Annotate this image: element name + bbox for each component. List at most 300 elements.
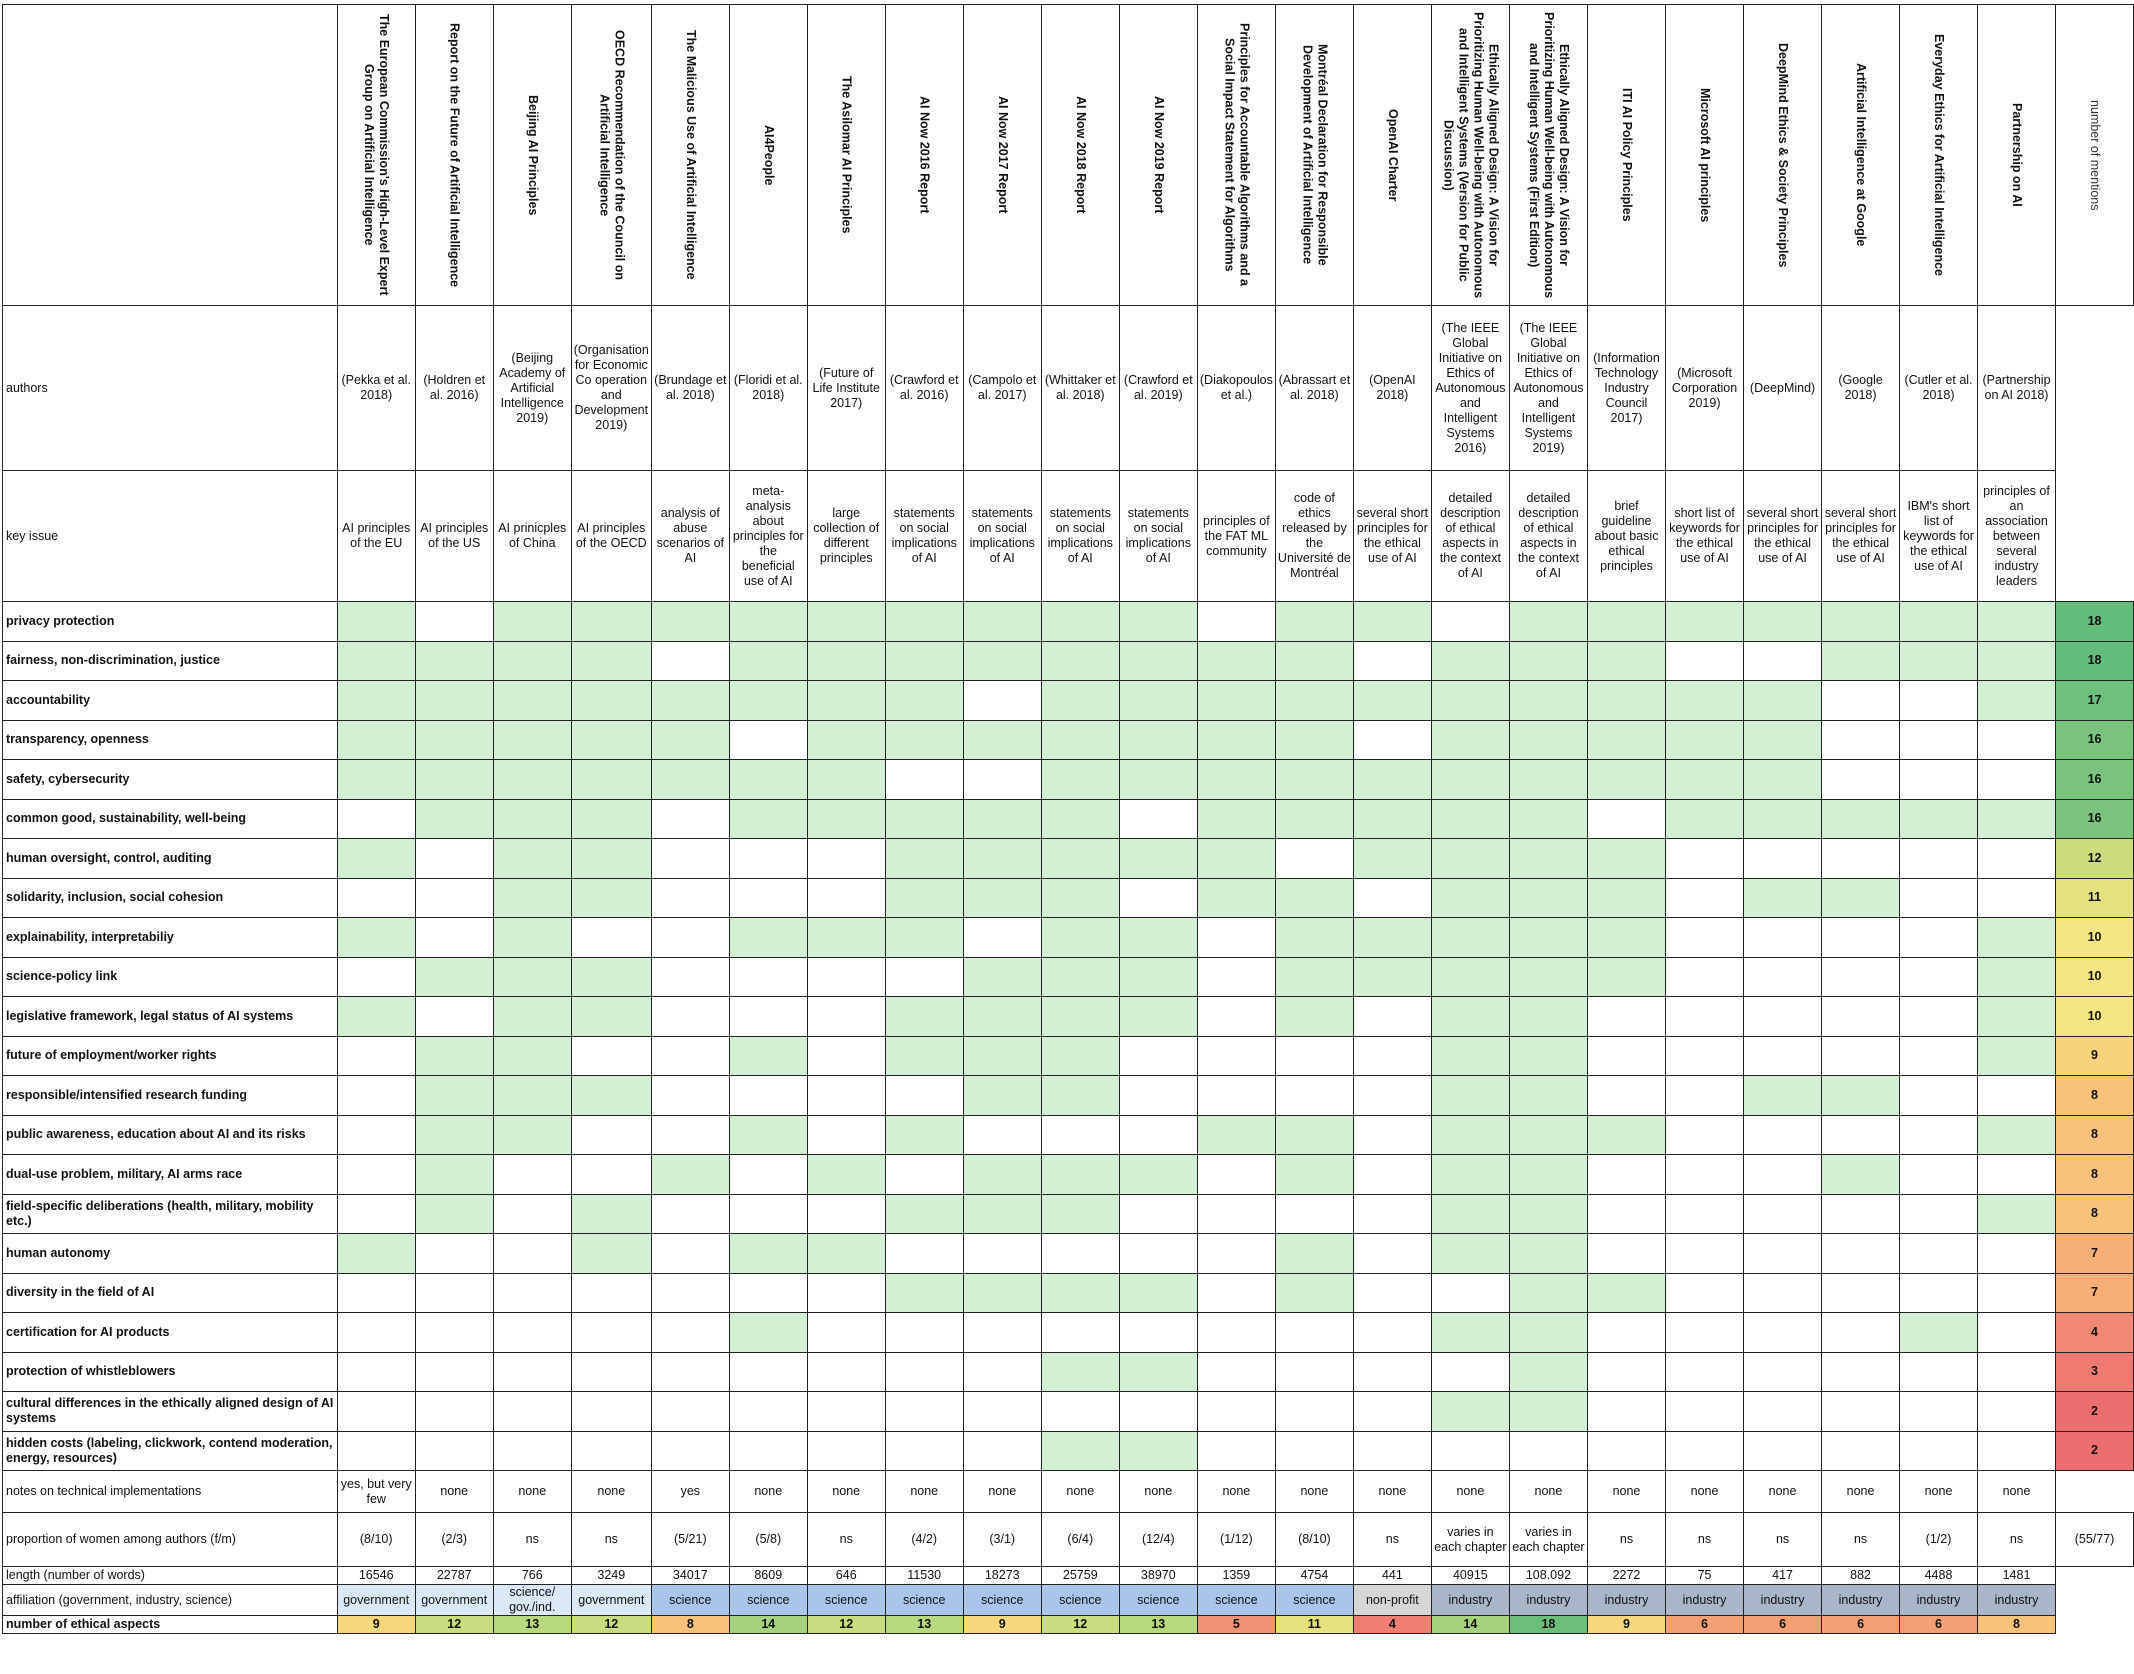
aspect-mark-no	[1119, 1392, 1197, 1432]
notes-cell: none	[1587, 1471, 1665, 1513]
aspect-mark-no	[1666, 997, 1744, 1037]
aspect-mark-no	[1041, 1313, 1119, 1353]
affiliation-cell: science	[807, 1585, 885, 1616]
aspect-mark-no	[1744, 641, 1822, 681]
authors-cell: (Campolo et al. 2017)	[963, 306, 1041, 471]
key-issue-cell: several short principles for the ethical use of AI	[1353, 471, 1431, 602]
doc-title-cell	[1197, 5, 1275, 306]
aspect-mark-yes	[1353, 602, 1431, 642]
aspect-mark-yes	[415, 1155, 493, 1195]
aspect-mark-yes	[1666, 760, 1744, 800]
doc-title: The European Commission's High-Level Expert Group on Artificial Intelligence	[362, 14, 392, 296]
authors-cell: (Future of Life Institute 2017)	[807, 306, 885, 471]
mention-count: 8	[2056, 1155, 2134, 1195]
aspect-mark-no	[337, 1352, 415, 1392]
aspect-mark-yes	[1197, 720, 1275, 760]
aspect-mark-yes	[493, 1115, 571, 1155]
corner-cell	[3, 5, 338, 306]
aspect-mark-no	[1353, 997, 1431, 1037]
aspect-mark-yes	[337, 1234, 415, 1274]
aspect-mark-yes	[1041, 1155, 1119, 1195]
aspect-mark-yes	[1509, 681, 1587, 721]
aspects-count-cell: 4	[1353, 1616, 1431, 1634]
doc-title: ITI AI Policy Principles	[1619, 88, 1634, 222]
aspect-mark-yes	[1587, 1115, 1665, 1155]
aspect-mark-yes	[1587, 1273, 1665, 1313]
aspect-mark-no	[1275, 1194, 1353, 1234]
notes-cell: none	[963, 1471, 1041, 1513]
aspect-mark-no	[337, 1036, 415, 1076]
aspects-count-cell: 12	[415, 1616, 493, 1634]
aspect-mark-yes	[1744, 720, 1822, 760]
key-issue-cell: AI principles of the US	[415, 471, 493, 602]
aspect-mark-no	[1666, 839, 1744, 879]
aspect-mark-yes	[1509, 1194, 1587, 1234]
aspect-mark-yes	[1900, 799, 1978, 839]
authors-cell: (Abrassart et al. 2018)	[1275, 306, 1353, 471]
length-cell: 646	[807, 1567, 885, 1585]
key-issue-cell: statements on social implications of AI	[1041, 471, 1119, 602]
aspect-mark-no	[1744, 918, 1822, 958]
aspects-count-cell: 8	[651, 1616, 729, 1634]
aspect-mark-no	[1822, 918, 1900, 958]
women-cell: (3/1)	[963, 1513, 1041, 1567]
aspect-mark-no	[963, 1115, 1041, 1155]
aspect-mark-no	[1666, 957, 1744, 997]
length-cell: 4488	[1900, 1567, 1978, 1585]
aspect-mark-no	[651, 878, 729, 918]
affiliation-cell: government	[415, 1585, 493, 1616]
aspect-mark-yes	[1431, 1234, 1509, 1274]
aspect-mark-no	[337, 1392, 415, 1432]
length-cell: 11530	[885, 1567, 963, 1585]
aspect-mark-no	[651, 1431, 729, 1471]
aspect-label: common good, sustainability, well-being	[3, 799, 338, 839]
header-row	[3, 5, 2134, 306]
aspect-mark-yes	[1587, 839, 1665, 879]
aspects-count-cell: 9	[337, 1616, 415, 1634]
aspect-mark-yes	[1353, 799, 1431, 839]
doc-title: The Asilomar AI Principles	[839, 76, 854, 234]
affiliation-cell: non-profit	[1353, 1585, 1431, 1616]
aspect-mark-no	[1666, 1155, 1744, 1195]
aspect-mark-no	[415, 997, 493, 1037]
aspect-mark-no	[1900, 720, 1978, 760]
women-cell: (1/12)	[1197, 1513, 1275, 1567]
aspect-mark-no	[963, 1313, 1041, 1353]
mention-count: 7	[2056, 1234, 2134, 1274]
aspect-mark-yes	[1431, 681, 1509, 721]
aspect-mark-no	[493, 1313, 571, 1353]
aspect-mark-no	[1509, 1431, 1587, 1471]
women-cell: varies in each chapter	[1509, 1513, 1587, 1567]
aspect-mark-no	[729, 1194, 807, 1234]
notes-cell: none	[571, 1471, 651, 1513]
aspect-mark-no	[885, 1155, 963, 1195]
doc-title-cell	[1666, 5, 1744, 306]
aspect-mark-no	[1587, 997, 1665, 1037]
length-cell: 108.092	[1509, 1567, 1587, 1585]
aspect-mark-no	[415, 1234, 493, 1274]
aspect-mark-yes	[1431, 1076, 1509, 1116]
aspect-mark-yes	[885, 839, 963, 879]
aspect-mark-no	[1119, 1194, 1197, 1234]
aspect-mark-no	[1666, 1273, 1744, 1313]
aspect-mark-no	[1744, 957, 1822, 997]
aspect-mark-yes	[1119, 1273, 1197, 1313]
women-total: (55/77)	[2056, 1513, 2134, 1567]
aspect-mark-no	[1977, 1313, 2055, 1353]
aspect-mark-no	[1197, 1273, 1275, 1313]
aspect-mark-no	[1822, 760, 1900, 800]
aspects-count-cell: 18	[1509, 1616, 1587, 1634]
aspect-row	[3, 1115, 2134, 1155]
aspect-mark-yes	[1666, 799, 1744, 839]
doc-title: The Malicious Use of Artificial Intelligence	[683, 30, 698, 280]
aspect-mark-yes	[337, 997, 415, 1037]
notes-cell: none	[885, 1471, 963, 1513]
women-cell: ns	[807, 1513, 885, 1567]
aspect-mark-no	[337, 1431, 415, 1471]
aspect-mark-no	[493, 1234, 571, 1274]
aspect-mark-yes	[1197, 641, 1275, 681]
aspect-mark-yes	[1509, 1076, 1587, 1116]
aspect-mark-yes	[1587, 878, 1665, 918]
aspect-mark-yes	[885, 1194, 963, 1234]
length-cell: 16546	[337, 1567, 415, 1585]
aspect-label: human autonomy	[3, 1234, 338, 1274]
blank-cell	[2056, 1616, 2134, 1634]
aspect-mark-yes	[1041, 1076, 1119, 1116]
mention-count: 8	[2056, 1194, 2134, 1234]
aspect-mark-no	[1666, 1352, 1744, 1392]
aspect-mark-yes	[1119, 1352, 1197, 1392]
aspect-mark-no	[1353, 1155, 1431, 1195]
women-cell: ns	[1587, 1513, 1665, 1567]
authors-cell: (Pekka et al. 2018)	[337, 306, 415, 471]
aspect-mark-yes	[1587, 681, 1665, 721]
aspect-mark-no	[1900, 1115, 1978, 1155]
length-cell: 4754	[1275, 1567, 1353, 1585]
length-cell: 34017	[651, 1567, 729, 1585]
mention-count: 2	[2056, 1392, 2134, 1432]
affiliation-cell: science/ gov./ind.	[493, 1585, 571, 1616]
doc-title-cell	[337, 5, 415, 306]
doc-title-cell	[1431, 5, 1509, 306]
aspect-mark-no	[493, 1194, 571, 1234]
aspect-mark-no	[337, 1313, 415, 1353]
aspect-mark-no	[1666, 1115, 1744, 1155]
aspect-mark-no	[1822, 681, 1900, 721]
aspect-mark-yes	[1275, 799, 1353, 839]
notes-cell: yes	[651, 1471, 729, 1513]
authors-cell: (Diakopoulos et al.)	[1197, 306, 1275, 471]
aspect-mark-no	[729, 878, 807, 918]
aspect-mark-no	[1041, 1115, 1119, 1155]
aspect-label: privacy protection	[3, 602, 338, 642]
aspect-mark-yes	[415, 1036, 493, 1076]
aspect-mark-no	[651, 1036, 729, 1076]
aspect-mark-yes	[963, 1076, 1041, 1116]
aspect-mark-no	[571, 1313, 651, 1353]
aspect-mark-yes	[337, 720, 415, 760]
authors-cell: (DeepMind)	[1744, 306, 1822, 471]
aspect-mark-yes	[1900, 1313, 1978, 1353]
row-label-affiliation: affiliation (government, industry, science)	[3, 1585, 338, 1616]
aspect-label: legislative framework, legal status of AI systems	[3, 997, 338, 1037]
aspect-mark-no	[1353, 641, 1431, 681]
aspect-mark-no	[1275, 1352, 1353, 1392]
aspect-mark-yes	[885, 641, 963, 681]
aspect-mark-yes	[1587, 641, 1665, 681]
aspect-mark-no	[651, 1194, 729, 1234]
aspect-mark-no	[807, 1076, 885, 1116]
aspect-row	[3, 1392, 2134, 1432]
aspect-mark-yes	[729, 641, 807, 681]
notes-cell: none	[1509, 1471, 1587, 1513]
aspect-mark-yes	[807, 1155, 885, 1195]
doc-title: Ethically Aligned Design: A Vision for Prioritizing Human Well-being with Autonomous and Intelligent Systems (Version for Public Discussion)	[1441, 11, 1501, 299]
authors-row	[3, 306, 2134, 471]
aspect-mark-no	[729, 957, 807, 997]
doc-title: AI4People	[761, 124, 776, 186]
aspect-mark-no	[415, 1313, 493, 1353]
aspect-mark-yes	[807, 1234, 885, 1274]
mention-count: 18	[2056, 602, 2134, 642]
aspect-mark-yes	[1744, 1076, 1822, 1116]
aspect-mark-no	[1587, 1036, 1665, 1076]
aspect-mark-no	[1900, 681, 1978, 721]
aspect-mark-yes	[1509, 1115, 1587, 1155]
aspect-mark-no	[1822, 997, 1900, 1037]
affiliation-cell: industry	[1977, 1585, 2055, 1616]
women-cell: ns	[1353, 1513, 1431, 1567]
aspects-count-cell: 8	[1977, 1616, 2055, 1634]
aspect-mark-yes	[1275, 997, 1353, 1037]
aspect-mark-yes	[1197, 878, 1275, 918]
aspect-mark-yes	[729, 1115, 807, 1155]
aspect-row	[3, 918, 2134, 958]
aspect-mark-yes	[1431, 1115, 1509, 1155]
aspect-mark-yes	[651, 720, 729, 760]
aspect-mark-no	[1666, 1313, 1744, 1353]
aspect-mark-no	[1587, 1313, 1665, 1353]
aspect-mark-no	[1197, 1194, 1275, 1234]
aspect-mark-yes	[1041, 997, 1119, 1037]
aspect-mark-no	[1822, 1431, 1900, 1471]
aspect-row	[3, 1076, 2134, 1116]
aspects-count-cell: 9	[963, 1616, 1041, 1634]
aspect-mark-yes	[1744, 602, 1822, 642]
key-issue-cell: detailed description of ethical aspects in the context of AI	[1509, 471, 1587, 602]
notes-cell: none	[1744, 1471, 1822, 1513]
aspect-mark-yes	[651, 681, 729, 721]
women-row	[3, 1513, 2134, 1567]
aspect-mark-yes	[1431, 878, 1509, 918]
aspect-mark-no	[807, 839, 885, 879]
notes-cell: none	[1353, 1471, 1431, 1513]
aspect-mark-yes	[1666, 681, 1744, 721]
aspect-mark-yes	[1431, 1036, 1509, 1076]
aspect-mark-no	[1197, 602, 1275, 642]
mention-count: 8	[2056, 1115, 2134, 1155]
aspect-mark-no	[807, 1194, 885, 1234]
aspect-mark-yes	[1744, 878, 1822, 918]
aspect-mark-yes	[571, 720, 651, 760]
aspect-mark-no	[1197, 1392, 1275, 1432]
aspect-mark-yes	[1509, 1036, 1587, 1076]
aspect-mark-yes	[963, 602, 1041, 642]
aspect-row	[3, 1431, 2134, 1471]
aspect-mark-yes	[1509, 602, 1587, 642]
aspect-mark-yes	[571, 681, 651, 721]
aspect-mark-yes	[1744, 681, 1822, 721]
aspect-mark-no	[651, 1076, 729, 1116]
aspect-mark-no	[1587, 1352, 1665, 1392]
aspect-mark-yes	[963, 1194, 1041, 1234]
aspect-mark-no	[1977, 839, 2055, 879]
aspect-mark-no	[729, 1155, 807, 1195]
aspect-mark-yes	[493, 918, 571, 958]
aspect-label: safety, cybersecurity	[3, 760, 338, 800]
affiliation-cell: science	[729, 1585, 807, 1616]
aspect-mark-yes	[337, 681, 415, 721]
aspect-mark-yes	[1041, 602, 1119, 642]
aspect-mark-no	[1822, 720, 1900, 760]
aspect-mark-no	[885, 1431, 963, 1471]
aspect-mark-yes	[493, 1036, 571, 1076]
aspect-mark-no	[729, 1076, 807, 1116]
aspect-mark-yes	[1900, 602, 1978, 642]
aspect-mark-no	[1666, 918, 1744, 958]
aspect-mark-yes	[493, 602, 571, 642]
aspect-mark-no	[571, 918, 651, 958]
aspect-mark-no	[1900, 1352, 1978, 1392]
aspects-count-cell: 12	[571, 1616, 651, 1634]
doc-title-cell	[1822, 5, 1900, 306]
aspect-mark-no	[1744, 1194, 1822, 1234]
affiliation-cell: industry	[1666, 1585, 1744, 1616]
aspect-mark-no	[807, 878, 885, 918]
aspect-mark-no	[651, 839, 729, 879]
aspect-mark-no	[1119, 1234, 1197, 1274]
notes-cell: none	[1041, 1471, 1119, 1513]
aspect-mark-yes	[1431, 918, 1509, 958]
mention-count: 7	[2056, 1273, 2134, 1313]
aspect-row	[3, 681, 2134, 721]
mention-count: 18	[2056, 641, 2134, 681]
aspect-mark-no	[1900, 1155, 1978, 1195]
aspect-mark-yes	[1977, 799, 2055, 839]
aspect-mark-yes	[1197, 839, 1275, 879]
aspect-mark-yes	[1119, 1431, 1197, 1471]
aspect-mark-yes	[1197, 1115, 1275, 1155]
aspect-mark-no	[885, 1392, 963, 1432]
aspects-count-cell: 6	[1822, 1616, 1900, 1634]
women-cell: (5/21)	[651, 1513, 729, 1567]
aspect-mark-no	[807, 1352, 885, 1392]
mention-count: 10	[2056, 918, 2134, 958]
aspect-mark-yes	[1431, 997, 1509, 1037]
aspect-mark-no	[1900, 878, 1978, 918]
authors-cell: (Organisation for Economic Co operation and Development 2019)	[571, 306, 651, 471]
notes-cell: none	[729, 1471, 807, 1513]
authors-cell: (Brundage et al. 2018)	[651, 306, 729, 471]
aspect-mark-yes	[1587, 957, 1665, 997]
aspect-mark-yes	[729, 1036, 807, 1076]
key-issue-row	[3, 471, 2134, 602]
women-cell: (8/10)	[1275, 1513, 1353, 1567]
aspect-mark-no	[571, 1352, 651, 1392]
aspects-count-cell: 13	[1119, 1616, 1197, 1634]
aspect-mark-no	[1275, 839, 1353, 879]
authors-cell: (Floridi et al. 2018)	[729, 306, 807, 471]
aspect-mark-yes	[493, 720, 571, 760]
aspect-mark-no	[963, 1431, 1041, 1471]
aspect-row	[3, 720, 2134, 760]
aspect-mark-yes	[1275, 957, 1353, 997]
blank-cell	[2056, 471, 2134, 602]
aspect-mark-no	[1197, 1155, 1275, 1195]
aspect-mark-yes	[1587, 602, 1665, 642]
aspect-mark-yes	[963, 997, 1041, 1037]
aspect-mark-no	[1822, 1115, 1900, 1155]
length-cell: 75	[1666, 1567, 1744, 1585]
aspect-mark-yes	[1509, 1352, 1587, 1392]
women-cell: (8/10)	[337, 1513, 415, 1567]
mention-count: 4	[2056, 1313, 2134, 1353]
aspect-mark-no	[1744, 1431, 1822, 1471]
aspect-mark-yes	[807, 760, 885, 800]
aspect-mark-no	[1353, 1392, 1431, 1432]
aspect-mark-yes	[1822, 799, 1900, 839]
aspect-mark-yes	[571, 997, 651, 1037]
aspect-mark-yes	[571, 641, 651, 681]
aspect-mark-no	[337, 1155, 415, 1195]
aspect-mark-no	[885, 760, 963, 800]
authors-cell: (Microsoft Corporation 2019)	[1666, 306, 1744, 471]
key-issue-cell: AI prinicples of China	[493, 471, 571, 602]
aspect-mark-no	[963, 760, 1041, 800]
notes-cell: none	[415, 1471, 493, 1513]
aspect-mark-no	[1822, 1392, 1900, 1432]
aspects-count-row	[3, 1616, 2134, 1634]
aspect-mark-yes	[415, 1194, 493, 1234]
aspect-row	[3, 1234, 2134, 1274]
aspect-mark-no	[493, 1155, 571, 1195]
aspect-mark-yes	[1822, 878, 1900, 918]
affiliation-cell: industry	[1587, 1585, 1665, 1616]
aspect-mark-yes	[1509, 1234, 1587, 1274]
authors-cell: (Whittaker et al. 2018)	[1041, 306, 1119, 471]
aspect-mark-no	[651, 1392, 729, 1432]
aspect-mark-yes	[493, 878, 571, 918]
aspect-mark-no	[729, 1431, 807, 1471]
aspect-mark-no	[1666, 1076, 1744, 1116]
key-issue-cell: several short principles for the ethical use of AI	[1822, 471, 1900, 602]
aspect-mark-yes	[1275, 1234, 1353, 1274]
affiliation-cell: science	[1041, 1585, 1119, 1616]
aspect-mark-yes	[1041, 641, 1119, 681]
authors-cell: (Beijing Academy of Artificial Intelligence 2019)	[493, 306, 571, 471]
aspect-mark-no	[415, 1352, 493, 1392]
aspect-mark-yes	[1977, 997, 2055, 1037]
aspect-mark-yes	[1431, 799, 1509, 839]
aspect-mark-yes	[885, 1115, 963, 1155]
aspects-count-cell: 11	[1275, 1616, 1353, 1634]
mention-count: 12	[2056, 839, 2134, 879]
aspect-label: responsible/intensified research funding	[3, 1076, 338, 1116]
